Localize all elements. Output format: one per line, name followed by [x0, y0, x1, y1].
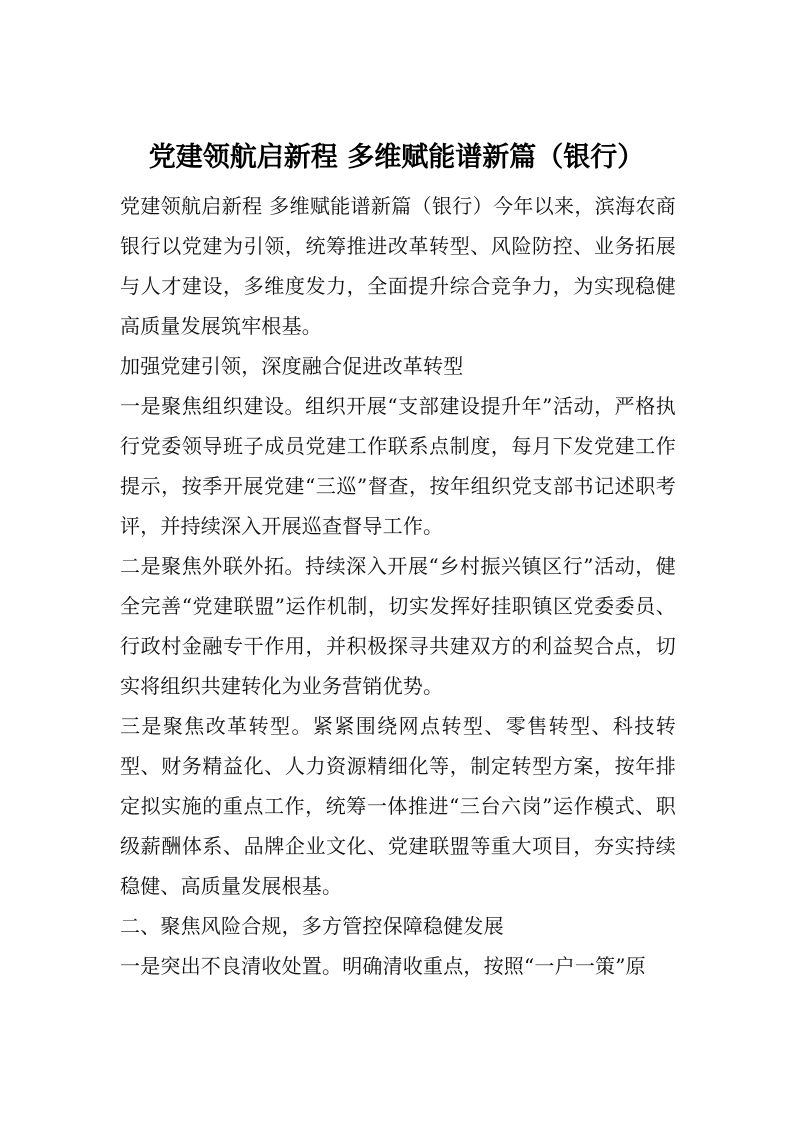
intro-paragraph: 党建领航启新程 多维赋能谱新篇（银行）今年以来，滨海农商银行以党建为引领，统筹推进改革转型、风险防控、业务拓展与人才建设，多维度发力，全面提升综合竞争力，为实现稳健高质量发展筑牢根基。	[120, 194, 676, 338]
document-title: 党建领航启新程 多维赋能谱新篇（银行）	[148, 142, 645, 174]
paragraph-reform-transformation: 三是聚焦改革转型。紧紧围绕网点转型、零售转型、科技转型、财务精益化、人力资源精细化等，制定转型方案，按年排定拟实施的重点工作，统筹一体推进“三台六岗”运作模式、职级薪酬体系、品牌企业文化、党建联盟等重大项目，夯实持续稳健、高质量发展根基。	[120, 714, 676, 898]
paragraph-external-liaison: 二是聚焦外联外拓。持续深入开展“乡村振兴镇区行”活动，健全完善“党建联盟”运作机制，切实发挥好挂职镇区党委委员、行政村金融专干作用，并积极探寻共建双方的利益契合点，切实将组织共建转化为业务营销优势。	[120, 554, 676, 698]
section-heading-party-building: 加强党建引领，深度融合促进改革转型	[120, 354, 464, 378]
paragraph-organization-building: 一是聚焦组织建设。组织开展“支部建设提升年”活动，严格执行党委领导班子成员党建工作联系点制度，每月下发党建工作提示，按季开展党建“三巡”督查，按年组织党支部书记述职考评，并持续深入开展巡查督导工作。	[120, 394, 676, 538]
section-heading-risk-compliance: 二、聚焦风险合规，多方管控保障稳健发展	[120, 914, 504, 938]
paragraph-nonperforming-recovery: 一是突出不良清收处置。明确清收重点，按照“一户一策”原	[120, 954, 646, 978]
document-body	[120, 186, 676, 986]
